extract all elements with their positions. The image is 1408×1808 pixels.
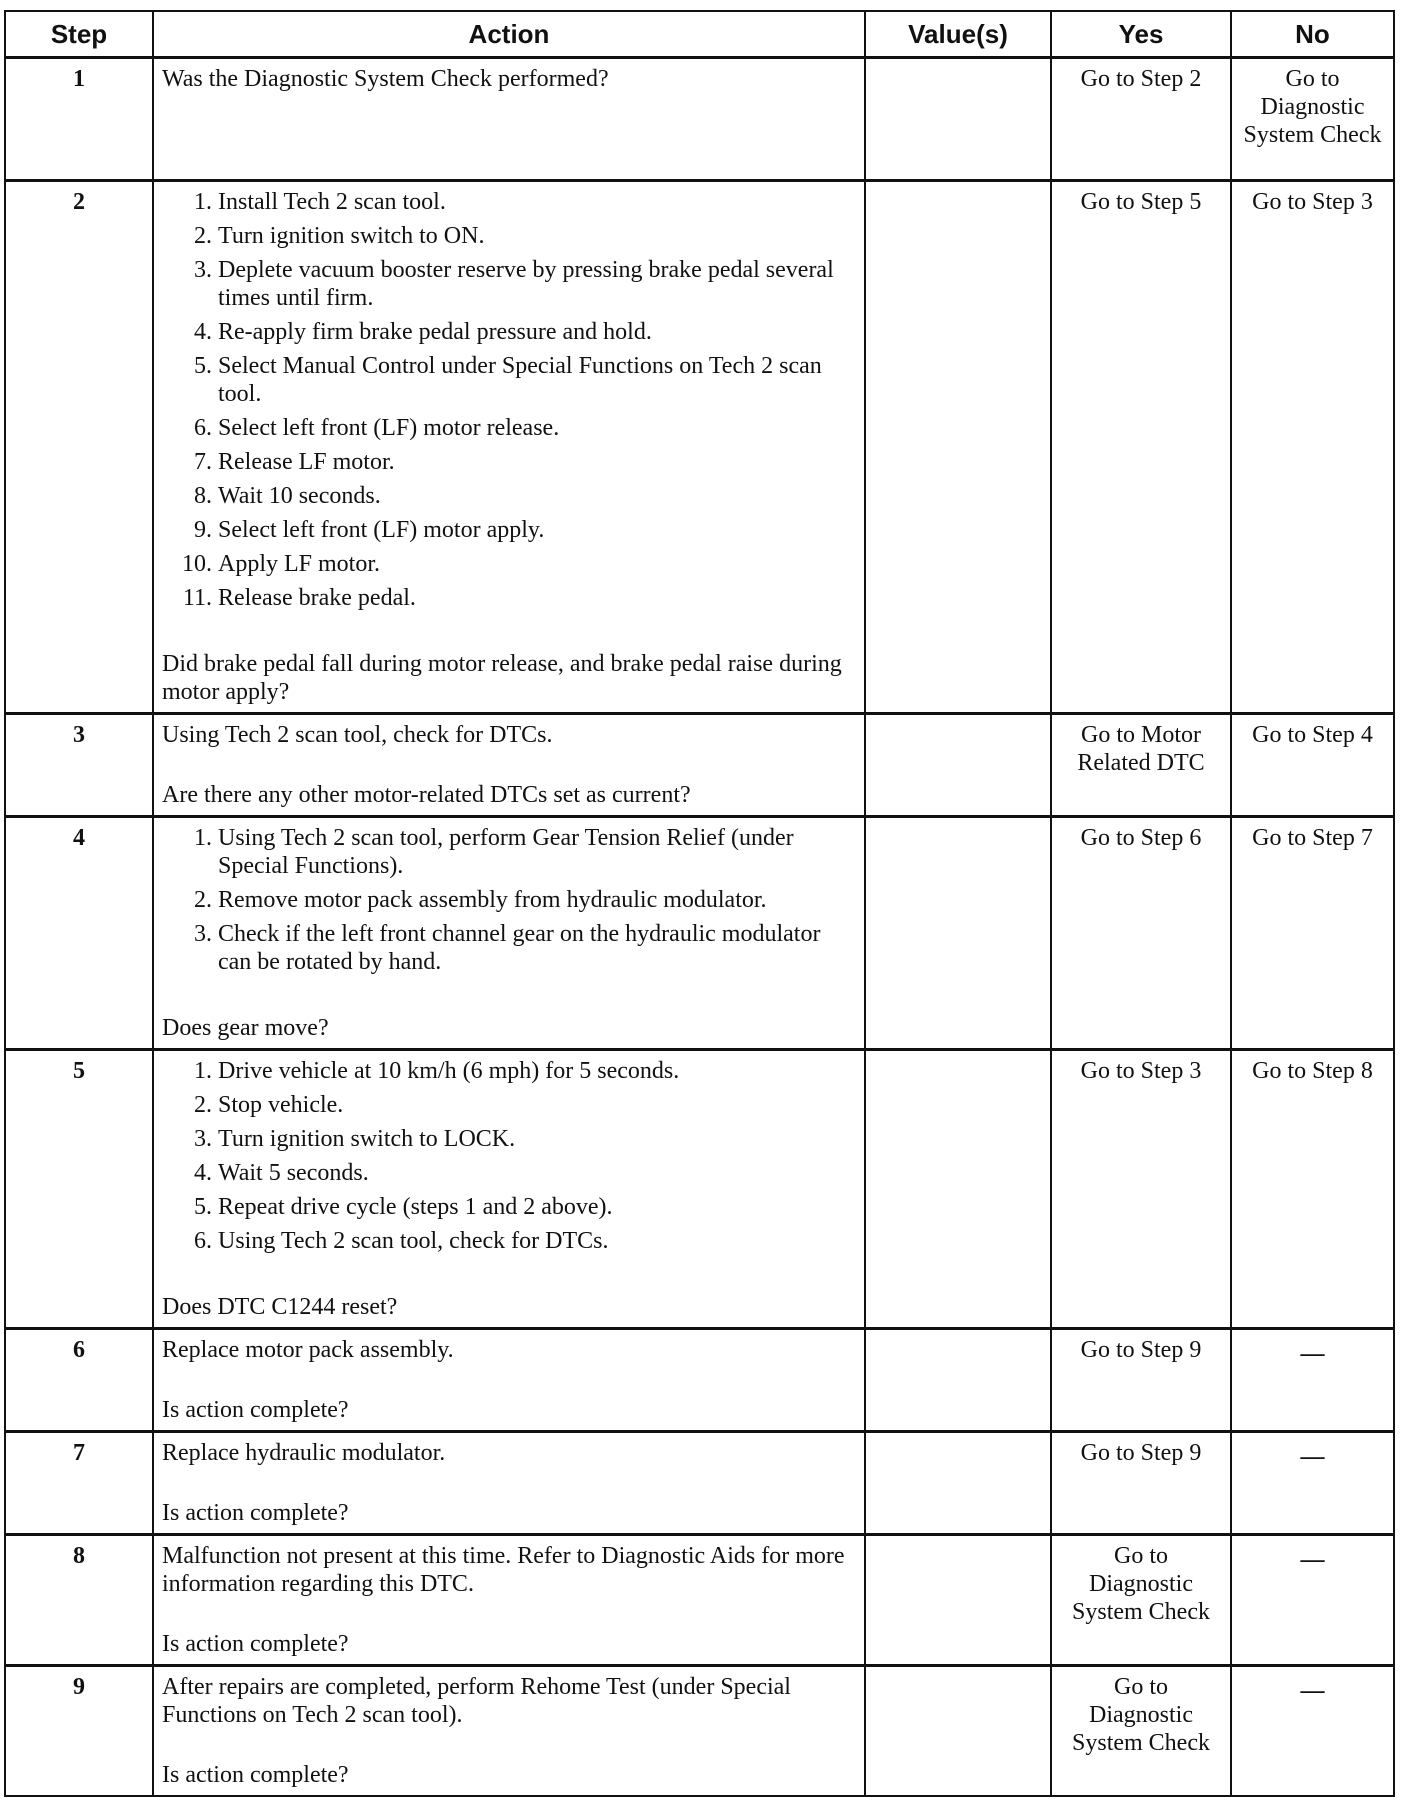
step-number: 9: [5, 1666, 153, 1797]
substep: Re-apply firm brake pedal pressure and hold.: [218, 319, 652, 345]
substep: Stop vehicle.: [218, 1092, 344, 1118]
substep: Drive vehicle at 10 km/h (6 mph) for 5 seconds.: [218, 1058, 680, 1084]
substep-list: [162, 188, 856, 612]
values-cell: [865, 1432, 1051, 1535]
substep: Check if the left front channel gear on the hydraulic modulator can be rotated by hand.: [218, 921, 821, 975]
substep: Turn ignition switch to ON.: [218, 223, 485, 249]
table-row: [5, 1329, 1394, 1432]
question-text: Is action complete?: [162, 1631, 349, 1657]
substep-list: [162, 1057, 856, 1255]
no-cell: [1231, 1535, 1394, 1666]
no-cell: [1231, 1329, 1394, 1432]
step-number: 8: [5, 1535, 153, 1666]
action-text: After repairs are completed, perform Rehome Test (under Special Functions on Tech 2 scan tool).: [162, 1674, 791, 1728]
values-cell: [865, 1050, 1051, 1329]
table-row: [5, 1535, 1394, 1666]
no-cell: Go to Step 3: [1231, 181, 1394, 714]
values-cell: [865, 58, 1051, 181]
question-text: Does gear move?: [162, 1015, 329, 1041]
table-row: [5, 1432, 1394, 1535]
header-step: Step: [5, 11, 153, 58]
table-row: [5, 817, 1394, 1050]
yes-cell: Go to Step 3: [1051, 1050, 1231, 1329]
substep: Repeat drive cycle (steps 1 and 2 above).: [218, 1194, 613, 1220]
action-text: Was the Diagnostic System Check performed?: [162, 66, 609, 92]
dash-mark: —: [1300, 1444, 1325, 1470]
question-text: Are there any other motor-related DTCs set as current?: [162, 782, 691, 808]
substep-list: [162, 824, 856, 976]
question-text: Is action complete?: [162, 1762, 349, 1788]
no-cell: Go to Step 8: [1231, 1050, 1394, 1329]
header-values: Value(s): [865, 11, 1051, 58]
yes-cell: Go to Step 9: [1051, 1329, 1231, 1432]
action-text: Replace hydraulic modulator.: [162, 1440, 446, 1466]
substep: Deplete vacuum booster reserve by pressing brake pedal several times until firm.: [218, 257, 834, 311]
table-row: [5, 1666, 1394, 1797]
substep: Using Tech 2 scan tool, check for DTCs.: [218, 1228, 609, 1254]
yes-cell: Go to Step 6: [1051, 817, 1231, 1050]
action-cell: [153, 181, 865, 714]
values-cell: [865, 714, 1051, 817]
substep: Select left front (LF) motor release.: [218, 415, 560, 441]
table-row: [5, 1050, 1394, 1329]
step-number: 1: [5, 58, 153, 181]
no-cell: Go to Diagnostic System Check: [1231, 58, 1394, 181]
action-cell: [153, 1050, 865, 1329]
action-cell: [153, 817, 865, 1050]
substep: Using Tech 2 scan tool, perform Gear Tension Relief (under Special Functions).: [218, 825, 794, 879]
action-cell: [153, 1535, 865, 1666]
dash-mark: —: [1300, 1678, 1325, 1704]
action-text: Using Tech 2 scan tool, check for DTCs.: [162, 722, 553, 748]
substep: Release LF motor.: [218, 449, 395, 475]
action-cell: [153, 1666, 865, 1797]
step-number: 6: [5, 1329, 153, 1432]
question-text: Did brake pedal fall during motor release, and brake pedal raise during motor apply?: [162, 651, 842, 705]
values-cell: [865, 1666, 1051, 1797]
header-row: [5, 11, 1394, 58]
step-number: 3: [5, 714, 153, 817]
table-row: [5, 58, 1394, 181]
no-cell: Go to Step 7: [1231, 817, 1394, 1050]
yes-cell: Go to Motor Related DTC: [1051, 714, 1231, 817]
values-cell: [865, 817, 1051, 1050]
question-text: Is action complete?: [162, 1397, 349, 1423]
table-row: [5, 181, 1394, 714]
action-cell: [153, 714, 865, 817]
substep: Select Manual Control under Special Functions on Tech 2 scan tool.: [218, 353, 822, 407]
substep: Wait 10 seconds.: [218, 483, 381, 509]
table-row: [5, 714, 1394, 817]
values-cell: [865, 1535, 1051, 1666]
substep: Release brake pedal.: [218, 585, 416, 611]
step-number: 7: [5, 1432, 153, 1535]
yes-cell: Go to Step 5: [1051, 181, 1231, 714]
no-cell: [1231, 1666, 1394, 1797]
action-text: Malfunction not present at this time. Refer to Diagnostic Aids for more information regarding this DTC.: [162, 1543, 845, 1597]
action-cell: [153, 1432, 865, 1535]
step-number: 2: [5, 181, 153, 714]
header-yes: Yes: [1051, 11, 1231, 58]
no-cell: [1231, 1432, 1394, 1535]
yes-cell: Go to Step 2: [1051, 58, 1231, 181]
action-cell: [153, 1329, 865, 1432]
dash-mark: —: [1300, 1341, 1325, 1367]
step-number: 5: [5, 1050, 153, 1329]
header-action: Action: [153, 11, 865, 58]
action-text: Replace motor pack assembly.: [162, 1337, 454, 1363]
substep: Apply LF motor.: [218, 551, 381, 577]
diagnostic-table-page: [4, 10, 1404, 1797]
question-text: Is action complete?: [162, 1500, 349, 1526]
header-no: No: [1231, 11, 1394, 58]
substep: Wait 5 seconds.: [218, 1160, 369, 1186]
substep: Select left front (LF) motor apply.: [218, 517, 545, 543]
substep: Install Tech 2 scan tool.: [218, 189, 446, 215]
substep: Remove motor pack assembly from hydraulic modulator.: [218, 887, 767, 913]
action-cell: [153, 58, 865, 181]
no-cell: Go to Step 4: [1231, 714, 1394, 817]
step-number: 4: [5, 817, 153, 1050]
question-text: Does DTC C1244 reset?: [162, 1294, 398, 1320]
diagnostic-table: [4, 10, 1395, 1797]
dash-mark: —: [1300, 1547, 1325, 1573]
values-cell: [865, 181, 1051, 714]
substep: Turn ignition switch to LOCK.: [218, 1126, 516, 1152]
yes-cell: Go to Diagnostic System Check: [1051, 1666, 1231, 1797]
yes-cell: Go to Diagnostic System Check: [1051, 1535, 1231, 1666]
yes-cell: Go to Step 9: [1051, 1432, 1231, 1535]
values-cell: [865, 1329, 1051, 1432]
